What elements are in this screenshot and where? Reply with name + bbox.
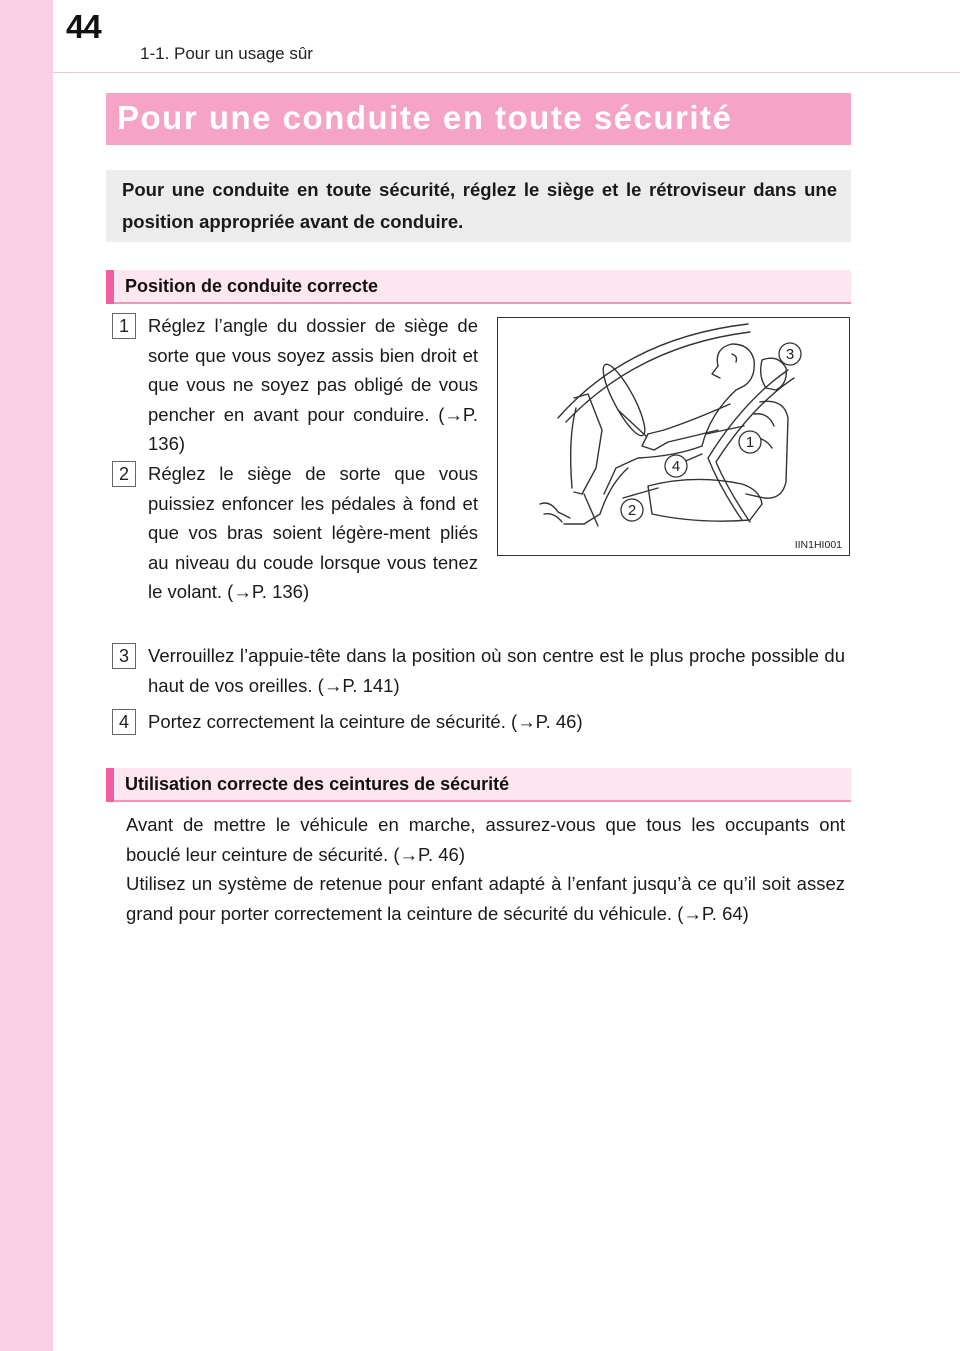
step-number-icon: 1 (112, 313, 136, 339)
paragraph: Utilisez un système de retenue pour enfant adapté à l’enfant jusqu’à ce qu’il soit assez grand pour porter correctement la ceinture de sécurité du véhicule. (→P. 64) (126, 873, 845, 924)
page-title: Pour une conduite en toute sécurité (117, 99, 733, 136)
step-text: Verrouillez l’appuie-tête dans la position où son centre est le plus proche possible du haut de vos oreilles. (→P. 141) (148, 645, 845, 696)
subsection-heading-seatbelts (106, 768, 851, 802)
paragraph: Avant de mettre le véhicule en marche, assurez-vous que tous les occupants ont bouclé leur ceinture de sécurité. (→P. 46) (126, 814, 845, 865)
intro-text: Pour une conduite en toute sécurité, réglez le siège et le rétroviseur dans une position appropriée avant de conduire. (122, 179, 837, 232)
step-text: Réglez l’angle du dossier de siège de sorte que vous soyez assis bien droit et que vous ne soyez pas obligé de vous pencher en avant pour conduire. (→P. 136) (148, 315, 478, 454)
figure-code: IIN1HI001 (794, 539, 842, 551)
intro-box (106, 170, 851, 242)
callout-label: 1 (745, 434, 755, 451)
driving-position-illustration (497, 317, 850, 556)
page-title-banner (106, 93, 851, 145)
callout-label: 4 (671, 458, 681, 475)
subsection-heading-label: Utilisation correcte des ceintures de sécurité (125, 774, 510, 794)
left-margin-band (0, 0, 53, 1351)
step-text: Réglez le siège de sorte que vous puissiez enfoncer les pédales à fond et que vos bras soient légère-ment pliés au niveau du coude lorsque vous tenez le volant. (→P. 136) (148, 463, 478, 602)
step-text: Portez correctement la ceinture de sécurité. (→P. 46) (148, 711, 583, 732)
callout-label: 3 (785, 346, 795, 363)
subsection-heading-label: Position de conduite correcte (125, 276, 379, 296)
step-number-icon: 4 (112, 709, 136, 735)
callout-label: 2 (627, 502, 637, 519)
step-number-icon: 2 (112, 461, 136, 487)
subsection-heading-driving-position (106, 270, 851, 304)
section-header: 1-1. Pour un usage sûr (140, 44, 313, 63)
page-number: 44 (66, 8, 101, 45)
header-rule (53, 72, 960, 73)
step-number-icon: 3 (112, 643, 136, 669)
driver-seated-drawing (498, 318, 849, 555)
